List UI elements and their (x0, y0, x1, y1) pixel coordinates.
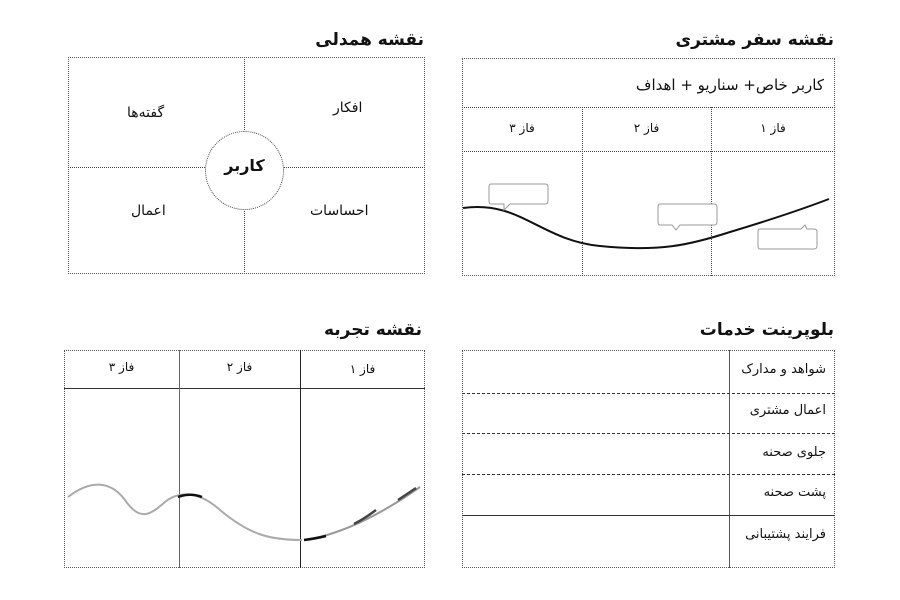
experience-map-phase-1: فاز ۱ (349, 362, 376, 376)
service-blueprint-label-divider (729, 350, 730, 568)
empathy-map-thinks: افکار (333, 100, 363, 116)
experience-map-phase-2: فاز ۲ (226, 360, 253, 374)
service-blueprint-row-divider-4 (462, 515, 835, 516)
service-blueprint-row-label-3: جلوی صحنه (762, 445, 826, 460)
journey-map-persona: کاربر خاص+ سناریو + اهداف (635, 76, 824, 94)
experience-map-phase-3: فاز ۳ (108, 360, 135, 374)
journey-map-phase-2: فاز ۲ (633, 121, 660, 135)
service-blueprint-row-label-1: شواهد و مدارک (741, 362, 826, 377)
empathy-map-title: نقشه همدلی (315, 30, 424, 50)
empathy-map-center-label: کاربر (224, 156, 265, 175)
service-blueprint-row-divider-2 (462, 433, 835, 434)
service-blueprint-row-divider-3 (462, 474, 835, 475)
journey-map-phase-3: فاز ۳ (509, 121, 535, 135)
service-blueprint-title: بلوپرینت خدمات (699, 320, 834, 340)
empathy-map-says: گفته‌ها (127, 105, 165, 121)
service-blueprint-row-divider-1 (462, 393, 835, 394)
journey-map-phase-1: فاز ۱ (760, 121, 786, 135)
empathy-map-feels: احساسات (310, 203, 369, 219)
service-blueprint-row-label-2: اعمال مشتری (749, 403, 826, 418)
service-blueprint-row-label-5: فرایند پشتیبانی (745, 527, 826, 542)
journey-map-title: نقشه سفر مشتری (675, 30, 834, 50)
empathy-map-does: اعمال (131, 203, 166, 219)
experience-map-title: نقشه تجربه (323, 320, 422, 340)
service-blueprint-row-label-4: پشت صحنه (763, 485, 826, 500)
